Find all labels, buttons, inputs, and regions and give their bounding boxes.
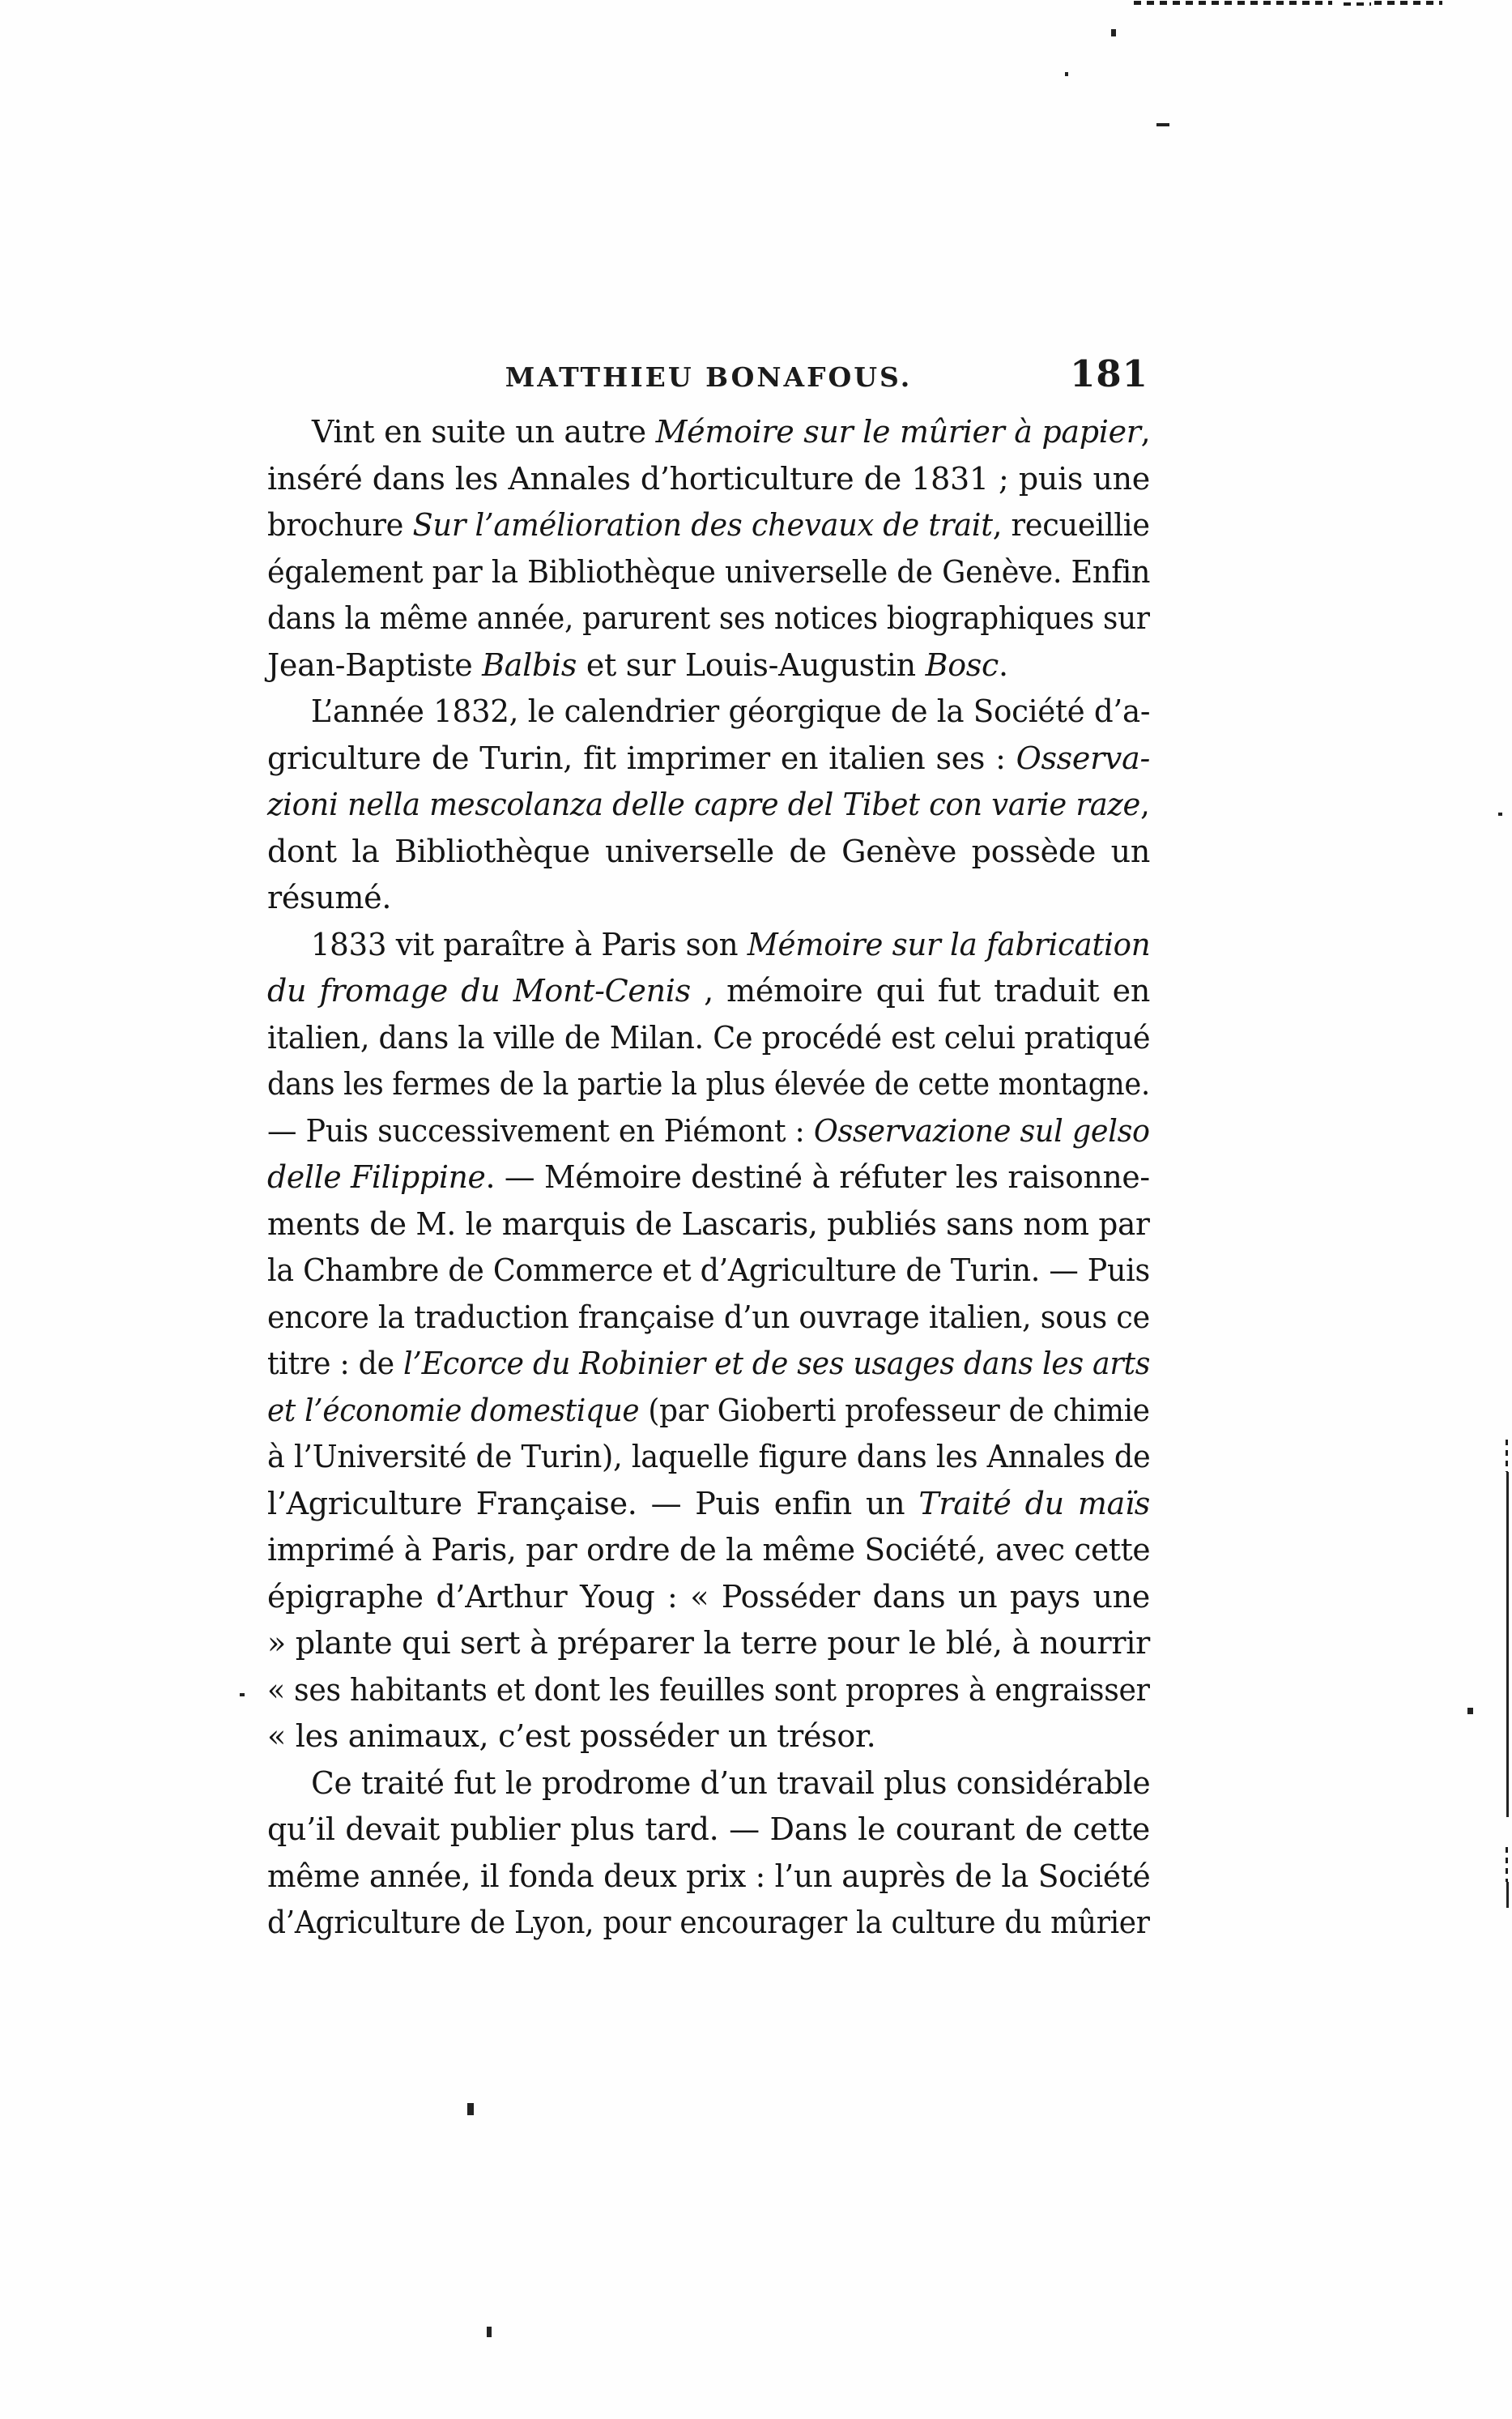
text-line — [267, 642, 1150, 689]
text-line — [267, 968, 1150, 1015]
text-line — [267, 1388, 1150, 1435]
body-text: titre : de — [267, 1346, 404, 1381]
page-number: 181 — [1070, 352, 1148, 395]
text-line — [267, 1713, 1150, 1760]
text-line — [267, 829, 1150, 876]
body-text: dans la même année, parurent ses notices biographiques sur — [267, 600, 1150, 636]
body-text: , — [1140, 414, 1151, 450]
text-line — [267, 1900, 1150, 1947]
body-text: épigraphe d’Arthur Youg : « Posséder dans un pays une — [267, 1578, 1150, 1615]
body-text: griculture de Turin, fit imprimer en italien ses : — [267, 740, 1016, 776]
body-text: L’année 1832, le calendrier géorgique de la Société d’a- — [310, 693, 1151, 729]
running-head-title: MATTHIEU BONAFOUS. — [505, 361, 913, 393]
italic-title-text: Balbis — [482, 646, 577, 683]
body-text: imprimé à Paris, par ordre de la même Société, avec cette — [267, 1532, 1151, 1568]
body-text: d’Agriculture de Lyon, pour encourager la culture du mûrier — [267, 1905, 1150, 1940]
text-line — [267, 1854, 1151, 1901]
text-line — [267, 1154, 1150, 1201]
body-text: dans les fermes de la partie la plus élevée de cette montagne. — [267, 1066, 1150, 1102]
italic-title-text: Osservazione sul gelso — [813, 1112, 1150, 1149]
body-text: » plante qui sert à préparer la terre pour le blé, à nourrir — [267, 1625, 1150, 1661]
body-text: « les animaux, c’est posséder un trésor. — [267, 1718, 876, 1754]
text-line — [267, 456, 1150, 503]
body-text: et sur Louis-Augustin — [577, 646, 926, 683]
italic-title-text: Sur l’amélioration des chevaux de trait — [412, 507, 993, 543]
body-text: 1833 vit paraître à Paris son — [310, 926, 747, 962]
text-line — [267, 1061, 1150, 1108]
text-line — [267, 782, 1150, 829]
italic-title-text: zioni nella mescolanza delle capre del Tibet con varie raze — [267, 787, 1141, 822]
body-text: italien, dans la ville de Milan. Ce procédé est celui pratiqué — [267, 1019, 1151, 1056]
text-line — [267, 875, 1150, 922]
italic-title-text: du fromage du Mont-Cenis — [267, 973, 691, 1009]
text-line — [267, 689, 1151, 736]
text-line — [267, 1015, 1151, 1062]
text-line — [267, 1341, 1151, 1388]
text-line — [267, 549, 1151, 596]
body-text-block — [267, 409, 1150, 1947]
italic-title-text: Bosc — [925, 646, 999, 683]
italic-title-text: Mémoire sur le mûrier à papier — [655, 414, 1141, 450]
scan-artifact-dash-row — [1134, 1, 1332, 5]
scan-artifact-speck — [240, 1693, 245, 1696]
body-text: la Chambre de Commerce et d’Agriculture de Turin. — Puis — [267, 1252, 1150, 1288]
page-header — [267, 352, 1150, 397]
scan-artifact-speck — [467, 2103, 474, 2115]
italic-title-text: Traité du maïs — [918, 1485, 1150, 1521]
scan-artifact-vline-dash — [1506, 1847, 1508, 1882]
body-text: « ses habitants et dont les feuilles sont propres à engraisser — [267, 1671, 1150, 1708]
body-text: . — Mémoire destiné à réfuter les raisonne- — [485, 1159, 1150, 1195]
body-text: Vint en suite un autre — [311, 414, 656, 450]
body-text: (par Gioberti professeur de chimie — [639, 1392, 1150, 1428]
body-text: encore la traduction française d’un ouvrage italien, sous ce — [267, 1299, 1150, 1335]
italic-title-text: Mémoire sur la fabrication — [747, 926, 1151, 962]
text-line — [267, 502, 1150, 549]
text-line — [267, 1295, 1150, 1342]
body-text: Jean-Baptiste — [267, 646, 483, 683]
text-line — [267, 1574, 1150, 1621]
body-text: — Puis successivement en Piémont : — [267, 1112, 814, 1149]
body-text: , — [1140, 787, 1150, 822]
text-line — [267, 1201, 1150, 1248]
body-text: . — [999, 646, 1008, 683]
body-text: dont la Bibliothèque universelle de Genève possède un — [267, 833, 1150, 869]
italic-title-text: l’Ecorce du Robinier et de ses usages dans les arts — [403, 1346, 1151, 1381]
italic-title-text: Osserva- — [1016, 740, 1150, 776]
body-text: brochure — [267, 507, 413, 543]
scan-artifact-speck — [1498, 813, 1502, 816]
text-line — [267, 922, 1151, 969]
body-text: à l’Université de Turin), laquelle figure dans les Annales de — [267, 1439, 1151, 1474]
text-line — [267, 1108, 1150, 1155]
scan-artifact-dash — [1156, 123, 1169, 126]
text-line — [267, 1527, 1151, 1574]
text-line — [267, 736, 1150, 783]
scan-artifact-vline-dash — [1506, 1440, 1508, 1472]
body-text: résumé. — [267, 880, 392, 915]
scan-artifact-speck — [1111, 29, 1116, 36]
body-text: , recueillie — [992, 507, 1150, 543]
body-text: ments de M. le marquis de Lascaris, publiés sans nom par — [267, 1205, 1150, 1242]
body-text: Ce traité fut le prodrome d’un travail plus considérable — [311, 1764, 1151, 1801]
text-line — [267, 1807, 1150, 1854]
scan-artifact-speck — [1467, 1708, 1473, 1714]
text-line — [267, 409, 1149, 456]
body-text: même année, il fonda deux prix : l’un auprès de la Société — [267, 1858, 1151, 1894]
scan-artifact-speck — [487, 2327, 492, 2337]
body-text: également par la Bibliothèque universelle de Genève. Enfin — [267, 553, 1151, 590]
scan-artifact-vline — [1506, 1472, 1509, 1817]
italic-title-text: delle Filippine — [267, 1159, 486, 1195]
scan-artifact-speck — [1065, 72, 1068, 76]
text-line — [267, 1760, 1151, 1807]
text-line — [267, 1667, 1150, 1714]
body-text: l’Agriculture Française. — Puis enfin un — [267, 1485, 919, 1521]
scan-artifact-dash-row — [1374, 1, 1442, 5]
text-line — [267, 1434, 1151, 1481]
italic-title-text: et l’économie domestique — [267, 1392, 640, 1428]
body-text: inséré dans les Annales d’horticulture de 1831 ; puis une — [267, 460, 1150, 497]
scan-artifact-dash-row — [1344, 2, 1371, 6]
text-line — [267, 595, 1150, 642]
body-text: , mémoire qui fut traduit en — [690, 973, 1150, 1009]
body-text: qu’il devait publier plus tard. — Dans le courant de cette — [267, 1811, 1150, 1847]
scan-artifact-vline — [1506, 1882, 1509, 1908]
text-line — [267, 1620, 1150, 1667]
text-line — [267, 1481, 1150, 1528]
text-line — [267, 1248, 1150, 1295]
